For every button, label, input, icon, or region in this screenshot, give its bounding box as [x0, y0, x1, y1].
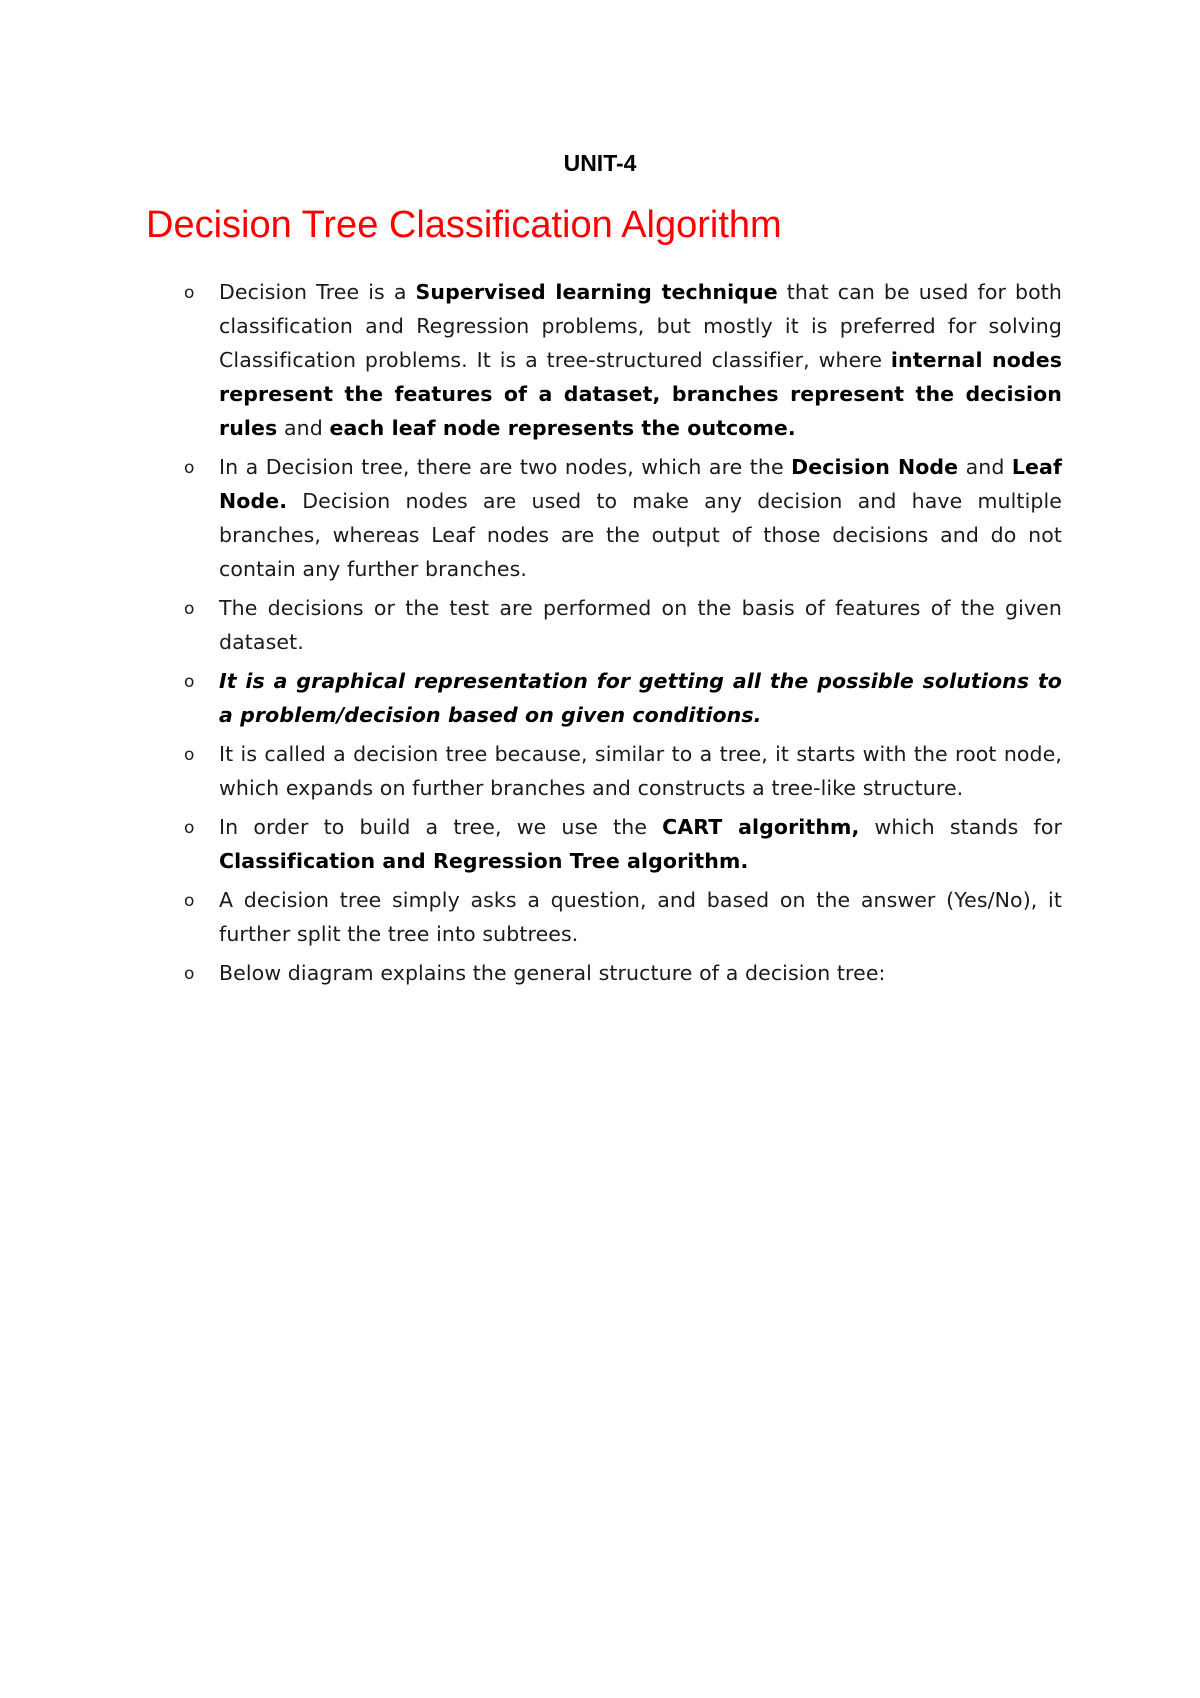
bullet-marker-icon: o: [184, 964, 195, 984]
text-segment: The decisions or the test are performed on the basis of features of the given dataset.: [219, 596, 1062, 654]
bullet-item: [184, 883, 1062, 951]
bullet-marker-icon: o: [184, 458, 195, 478]
bullet-item: [184, 737, 1062, 805]
bullet-text: [219, 815, 1062, 873]
document-title: Decision Tree Classification Algorithm: [146, 204, 782, 246]
bullet-item: [184, 810, 1062, 878]
bullet-text: [219, 669, 1062, 727]
bold-text: CART algorithm,: [662, 815, 860, 839]
text-segment: In a Decision tree, there are two nodes, which are the: [219, 455, 792, 479]
bold-text: Decision Node: [791, 455, 959, 479]
bullet-marker-icon: o: [184, 818, 195, 838]
text-segment: Decision nodes are used to make any decision and have multiple branches, whereas Leaf nodes are the output of those decisions and do not contain any further branches.: [219, 489, 1062, 581]
bullet-text: [219, 280, 1062, 440]
bullet-item: [184, 664, 1062, 732]
bullet-text: [219, 596, 1062, 654]
text-segment: which stands for: [859, 815, 1062, 839]
text-segment: In order to build a tree, we use the: [219, 815, 663, 839]
bullet-list: [184, 275, 1062, 995]
bullet-marker-icon: o: [184, 891, 195, 911]
bold-text: Leaf Node.: [219, 455, 1062, 513]
text-segment: A decision tree simply asks a question, and based on the answer (Yes/No), it further split the tree into subtrees.: [219, 888, 1062, 946]
text-segment: Decision Tree is a: [219, 280, 416, 304]
bullet-marker-icon: o: [184, 599, 195, 619]
bullet-marker-icon: o: [184, 745, 195, 765]
bold-text: each leaf node represents the outcome.: [329, 416, 796, 440]
bullet-marker-icon: o: [184, 672, 195, 692]
bullet-text: [219, 888, 1062, 946]
text-segment: that can be used for both classification and Regression problems, but mostly it is preferred for solving Classification problems. It is a tree-structured classifier, where: [219, 280, 1062, 372]
text-segment: Below diagram explains the general structure of a decision tree:: [219, 961, 886, 985]
text-segment: and: [277, 416, 330, 440]
bullet-item: [184, 450, 1062, 586]
bullet-item: [184, 956, 1062, 990]
bold-text: Classification and Regression Tree algorithm.: [219, 849, 749, 873]
bullet-text: [219, 742, 1062, 800]
text-segment: and: [958, 455, 1012, 479]
text-segment: It is called a decision tree because, similar to a tree, it starts with the root node, which expands on further branches and constructs a tree-like structure.: [219, 742, 1062, 800]
bullet-item: [184, 591, 1062, 659]
bullet-text: [219, 455, 1062, 581]
unit-heading: UNIT-4: [563, 150, 637, 176]
bullet-marker-icon: o: [184, 283, 195, 303]
bullet-text: [219, 961, 886, 985]
bold-text: internal nodes represent the features of a dataset, branches represent the decision rules: [219, 348, 1062, 440]
bold-italic-text: It is a graphical representation for getting all the possible solutions to a problem/decision based on given conditions.: [219, 669, 1062, 727]
bold-text: Supervised learning technique: [415, 280, 778, 304]
bullet-item: [184, 275, 1062, 445]
